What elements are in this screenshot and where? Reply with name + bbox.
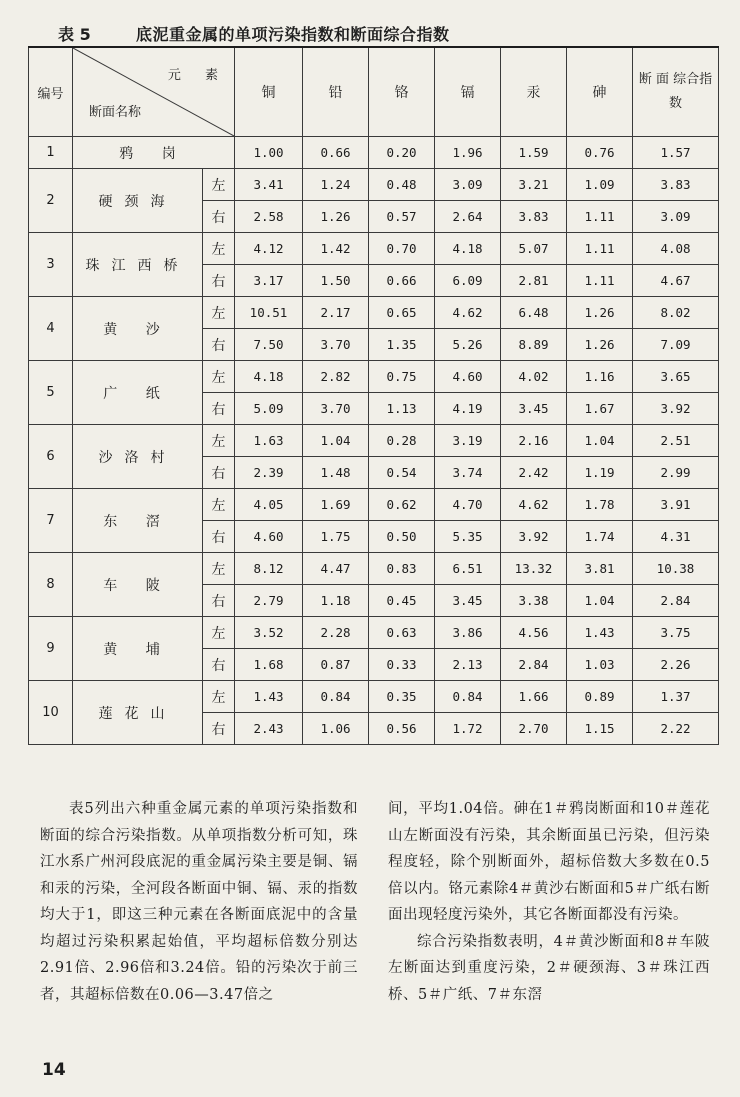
- element-index-cell: 1.03: [567, 649, 633, 681]
- element-index-cell: 0.76: [567, 137, 633, 169]
- body-paragraph: 综合污染指数表明，4＃黄沙断面和8＃车陂左断面达到重度污染，2＃硬颈海、3＃珠江西桥、5＃广纸、7＃东滘: [388, 933, 710, 1003]
- element-index-cell: 1.00: [235, 137, 303, 169]
- composite-index-cell: 1.37: [633, 681, 719, 713]
- element-index-cell: 1.42: [303, 233, 369, 265]
- bank-side: 左: [203, 361, 235, 393]
- composite-index-cell: 3.75: [633, 617, 719, 649]
- element-index-cell: 0.50: [369, 521, 435, 553]
- body-paragraph: 间，平均1.04倍。砷在1＃鸦岗断面和10＃莲花山左断面没有污染，其余断面虽已污染，但污染程度轻，除个别断面外，超标倍数大多数在0.5倍以内。铬元素除4＃黄沙右断面和5＃广纸右断面出现轻度污染外，其它各断面都没有污染。: [388, 801, 710, 923]
- element-index-cell: 4.56: [501, 617, 567, 649]
- element-index-cell: 1.43: [235, 681, 303, 713]
- bank-side: 右: [203, 521, 235, 553]
- element-index-cell: 3.52: [235, 617, 303, 649]
- element-index-cell: 1.72: [435, 713, 501, 745]
- element-index-cell: 4.19: [435, 393, 501, 425]
- composite-index-cell: 3.09: [633, 201, 719, 233]
- header-element: 铅: [303, 47, 369, 137]
- section-name: 东 滘: [73, 489, 203, 553]
- element-index-cell: 1.75: [303, 521, 369, 553]
- bank-side: 右: [203, 201, 235, 233]
- bank-side: 右: [203, 649, 235, 681]
- element-index-cell: 1.67: [567, 393, 633, 425]
- page-number: 14: [42, 1060, 66, 1080]
- element-index-cell: 1.59: [501, 137, 567, 169]
- element-index-cell: 3.45: [501, 393, 567, 425]
- element-index-cell: 1.68: [235, 649, 303, 681]
- element-index-cell: 3.83: [501, 201, 567, 233]
- element-index-cell: 3.09: [435, 169, 501, 201]
- element-index-cell: 1.16: [567, 361, 633, 393]
- bank-side: 左: [203, 169, 235, 201]
- element-index-cell: 4.47: [303, 553, 369, 585]
- body-paragraph: 表5列出六种重金属元素的单项污染指数和断面的综合污染指数。从单项指数分析可知，珠江水系广州河段底泥的重金属污染主要是铜、镉和汞的污染，全河段各断面中铜、镉、汞的指数均大于1，即这三种元素在各断面底泥中的含量均超过污染积累起始值，平均超标倍数分别达2.91倍、2.96倍和3.24倍。铅的污染次于前三者，其超标倍数在0.06—3.47倍之: [40, 801, 358, 1003]
- header-element: 镉: [435, 47, 501, 137]
- section-number: 6: [29, 425, 73, 489]
- element-index-cell: 8.89: [501, 329, 567, 361]
- element-index-cell: 4.18: [235, 361, 303, 393]
- element-index-cell: 0.20: [369, 137, 435, 169]
- bank-side: 右: [203, 457, 235, 489]
- header-element: 砷: [567, 47, 633, 137]
- section-number: 8: [29, 553, 73, 617]
- composite-index-cell: 10.38: [633, 553, 719, 585]
- table-row: [29, 425, 719, 457]
- composite-index-cell: 3.65: [633, 361, 719, 393]
- composite-index-cell: 8.02: [633, 297, 719, 329]
- element-index-cell: 5.07: [501, 233, 567, 265]
- element-index-cell: 1.74: [567, 521, 633, 553]
- element-index-cell: 1.66: [501, 681, 567, 713]
- element-index-cell: 1.11: [567, 201, 633, 233]
- composite-index-cell: 4.08: [633, 233, 719, 265]
- bank-side: 左: [203, 489, 235, 521]
- element-index-cell: 4.12: [235, 233, 303, 265]
- element-index-cell: 1.26: [303, 201, 369, 233]
- element-index-cell: 5.09: [235, 393, 303, 425]
- element-index-cell: 1.04: [567, 585, 633, 617]
- element-index-cell: 4.62: [435, 297, 501, 329]
- element-index-cell: 13.32: [501, 553, 567, 585]
- element-index-cell: 3.17: [235, 265, 303, 297]
- element-index-cell: 1.11: [567, 233, 633, 265]
- element-index-cell: 2.82: [303, 361, 369, 393]
- header-composite: 断 面 综合指数: [633, 47, 719, 137]
- header-index: 编号: [29, 47, 73, 137]
- element-index-cell: 2.84: [501, 649, 567, 681]
- element-index-cell: 1.06: [303, 713, 369, 745]
- element-index-cell: 1.18: [303, 585, 369, 617]
- element-index-cell: 1.96: [435, 137, 501, 169]
- element-index-cell: 0.84: [303, 681, 369, 713]
- element-index-cell: 4.18: [435, 233, 501, 265]
- bank-side: 左: [203, 425, 235, 457]
- element-index-cell: 0.65: [369, 297, 435, 329]
- element-index-cell: 3.70: [303, 393, 369, 425]
- element-index-cell: 0.63: [369, 617, 435, 649]
- element-index-cell: 2.16: [501, 425, 567, 457]
- element-index-cell: 3.19: [435, 425, 501, 457]
- element-index-cell: 1.04: [303, 425, 369, 457]
- element-index-cell: 1.35: [369, 329, 435, 361]
- element-index-cell: 8.12: [235, 553, 303, 585]
- composite-index-cell: 1.57: [633, 137, 719, 169]
- pollution-index-table: [28, 46, 719, 745]
- composite-index-cell: 2.51: [633, 425, 719, 457]
- header-element: 铜: [235, 47, 303, 137]
- element-index-cell: 6.09: [435, 265, 501, 297]
- table-row: [29, 169, 719, 201]
- table-row: [29, 361, 719, 393]
- section-number: 3: [29, 233, 73, 297]
- element-index-cell: 1.26: [567, 297, 633, 329]
- section-name: 硬颈海: [73, 169, 203, 233]
- bank-side: 右: [203, 329, 235, 361]
- bank-side: 左: [203, 617, 235, 649]
- element-index-cell: 0.75: [369, 361, 435, 393]
- element-index-cell: 5.26: [435, 329, 501, 361]
- element-index-cell: 2.64: [435, 201, 501, 233]
- section-number: 4: [29, 297, 73, 361]
- element-index-cell: 6.51: [435, 553, 501, 585]
- bank-side: 右: [203, 393, 235, 425]
- bank-side: 左: [203, 553, 235, 585]
- element-index-cell: 4.60: [435, 361, 501, 393]
- composite-index-cell: 2.22: [633, 713, 719, 745]
- element-index-cell: 3.74: [435, 457, 501, 489]
- header-element: 铬: [369, 47, 435, 137]
- element-index-cell: 0.35: [369, 681, 435, 713]
- section-number: 9: [29, 617, 73, 681]
- element-index-cell: 0.66: [369, 265, 435, 297]
- bank-side: 左: [203, 233, 235, 265]
- body-left-column: [40, 796, 358, 1008]
- element-index-cell: 1.50: [303, 265, 369, 297]
- element-index-cell: 0.66: [303, 137, 369, 169]
- element-index-cell: 1.09: [567, 169, 633, 201]
- table-row: [29, 553, 719, 585]
- element-index-cell: 3.86: [435, 617, 501, 649]
- table-body: [29, 137, 719, 745]
- element-index-cell: 0.57: [369, 201, 435, 233]
- element-index-cell: 3.70: [303, 329, 369, 361]
- table-row: [29, 489, 719, 521]
- composite-index-cell: 4.31: [633, 521, 719, 553]
- element-index-cell: 2.58: [235, 201, 303, 233]
- table-title: 底泥重金属的单项污染指数和断面综合指数: [136, 25, 450, 44]
- element-index-cell: 2.39: [235, 457, 303, 489]
- header-row: [29, 47, 719, 137]
- section-name: 广 纸: [73, 361, 203, 425]
- element-index-cell: 3.21: [501, 169, 567, 201]
- element-index-cell: 4.02: [501, 361, 567, 393]
- header-element: 汞: [501, 47, 567, 137]
- element-index-cell: 4.70: [435, 489, 501, 521]
- element-index-cell: 0.54: [369, 457, 435, 489]
- section-name: 珠江西桥: [73, 233, 203, 297]
- element-index-cell: 1.19: [567, 457, 633, 489]
- element-index-cell: 0.83: [369, 553, 435, 585]
- element-index-cell: 2.70: [501, 713, 567, 745]
- header-section-label: 断面名称: [89, 105, 142, 120]
- element-index-cell: 0.28: [369, 425, 435, 457]
- section-number: 1: [29, 137, 73, 169]
- element-index-cell: 1.15: [567, 713, 633, 745]
- element-index-cell: 2.81: [501, 265, 567, 297]
- element-index-cell: 2.79: [235, 585, 303, 617]
- element-index-cell: 0.56: [369, 713, 435, 745]
- element-index-cell: 10.51: [235, 297, 303, 329]
- element-index-cell: 4.05: [235, 489, 303, 521]
- element-index-cell: 3.45: [435, 585, 501, 617]
- element-index-cell: 3.81: [567, 553, 633, 585]
- bank-side: 左: [203, 681, 235, 713]
- element-index-cell: 3.41: [235, 169, 303, 201]
- header-element-label: 元 素: [167, 68, 228, 83]
- element-index-cell: 2.13: [435, 649, 501, 681]
- element-index-cell: 0.70: [369, 233, 435, 265]
- section-name: 黄 埔: [73, 617, 203, 681]
- element-index-cell: 1.69: [303, 489, 369, 521]
- element-index-cell: 0.48: [369, 169, 435, 201]
- composite-index-cell: 3.83: [633, 169, 719, 201]
- element-index-cell: 1.13: [369, 393, 435, 425]
- bank-side: 右: [203, 713, 235, 745]
- element-index-cell: 0.62: [369, 489, 435, 521]
- header-diagonal-cell: [73, 47, 235, 137]
- element-index-cell: 2.28: [303, 617, 369, 649]
- bank-side: 左: [203, 297, 235, 329]
- composite-index-cell: 7.09: [633, 329, 719, 361]
- element-index-cell: 1.78: [567, 489, 633, 521]
- section-number: 2: [29, 169, 73, 233]
- element-index-cell: 4.60: [235, 521, 303, 553]
- element-index-cell: 6.48: [501, 297, 567, 329]
- element-index-cell: 3.92: [501, 521, 567, 553]
- section-number: 7: [29, 489, 73, 553]
- element-index-cell: 5.35: [435, 521, 501, 553]
- element-index-cell: 3.38: [501, 585, 567, 617]
- body-right-column: [388, 796, 710, 1008]
- table-number: 表 5: [58, 25, 91, 44]
- element-index-cell: 1.26: [567, 329, 633, 361]
- section-name: 鸦 岗: [73, 137, 235, 169]
- section-number: 10: [29, 681, 73, 745]
- table-row: [29, 681, 719, 713]
- element-index-cell: 2.43: [235, 713, 303, 745]
- composite-index-cell: 3.92: [633, 393, 719, 425]
- element-index-cell: 1.43: [567, 617, 633, 649]
- section-name: 车 陂: [73, 553, 203, 617]
- table-row: [29, 617, 719, 649]
- composite-index-cell: 2.26: [633, 649, 719, 681]
- element-index-cell: 1.63: [235, 425, 303, 457]
- section-number: 5: [29, 361, 73, 425]
- composite-index-cell: 2.99: [633, 457, 719, 489]
- element-index-cell: 1.04: [567, 425, 633, 457]
- diagonal-line: [73, 48, 234, 136]
- table-row: [29, 297, 719, 329]
- bank-side: 右: [203, 265, 235, 297]
- element-index-cell: 1.24: [303, 169, 369, 201]
- composite-index-cell: 3.91: [633, 489, 719, 521]
- section-name: 黄 沙: [73, 297, 203, 361]
- element-index-cell: 2.17: [303, 297, 369, 329]
- section-name: 沙洛村: [73, 425, 203, 489]
- element-index-cell: 2.42: [501, 457, 567, 489]
- element-index-cell: 7.50: [235, 329, 303, 361]
- element-index-cell: 0.45: [369, 585, 435, 617]
- composite-index-cell: 2.84: [633, 585, 719, 617]
- table-row: [29, 233, 719, 265]
- table-row: [29, 137, 719, 169]
- element-index-cell: 1.48: [303, 457, 369, 489]
- element-index-cell: 4.62: [501, 489, 567, 521]
- element-index-cell: 0.89: [567, 681, 633, 713]
- element-index-cell: 0.33: [369, 649, 435, 681]
- element-index-cell: 1.11: [567, 265, 633, 297]
- bank-side: 右: [203, 585, 235, 617]
- section-name: 莲花山: [73, 681, 203, 745]
- element-index-cell: 0.84: [435, 681, 501, 713]
- element-index-cell: 0.87: [303, 649, 369, 681]
- composite-index-cell: 4.67: [633, 265, 719, 297]
